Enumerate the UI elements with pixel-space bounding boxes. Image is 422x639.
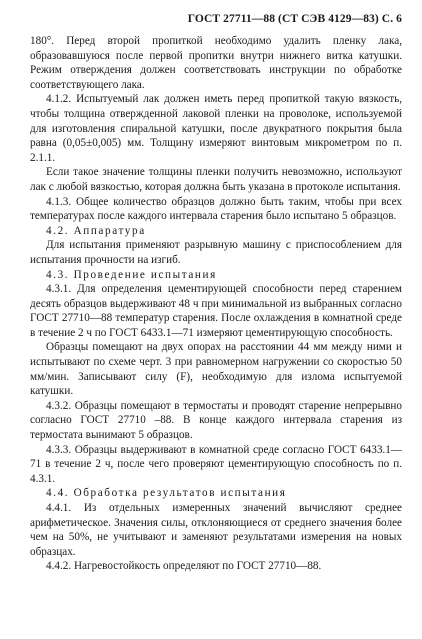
paragraph-film-thickness-note: Если такое значение толщины пленки получить невозможно, используют лак с любой вязкостью, которая должна быть указана в протоколе испытания. <box>30 166 402 193</box>
paragraph-4-3-2: 4.3.2. Образцы помещают в термостаты и проводят старение непрерывно согласно ГОСТ 27710 –88. В конце каждого интервала старения из термостата вынимают 5 образцов. <box>30 399 402 442</box>
paragraph-loading-procedure: Образцы помещают на двух опорах на расстоянии 44 мм между ними и испытывают по схеме черт. 3 при равномерном нагружении со скоростью 50 мм/мин. Записывают силу (F), необходимую для излома испытуемой катушки. <box>30 341 402 398</box>
section-heading-4-3: 4.3. Проведение испытания <box>46 268 217 281</box>
document-page <box>30 12 402 632</box>
paragraph-apparatus: Для испытания применяют разрывную машину с приспособлением для испытания прочности на изгиб. <box>30 239 402 266</box>
section-heading-4-2: 4.2. Аппаратура <box>46 224 146 237</box>
paragraph-4-4-2: 4.4.2. Нагревостойкость определяют по ГОСТ 27710—88. <box>46 560 322 573</box>
paragraph-4-1-3: 4.1.3. Общее количество образцов должно быть таким, чтобы при всех температурах после каждого интервала старения было испытано 5 образцов. <box>30 195 402 223</box>
paragraph-4-1-2: 4.1.2. Испытуемый лак должен иметь перед пропиткой такую вязкость, чтобы толщина отвержденной лаковой пленки на проволоке, используемой для изготовления спиральной катушки, после двукратного покрытия была равна (0,05±0,005) мм. Толщину измеряют винтовым микрометром по п. 2.1.1. <box>30 93 402 164</box>
section-heading-4-4: 4.4. Обработка результатов испытания <box>46 487 287 500</box>
document-body <box>30 34 402 574</box>
paragraph-4-4-1: 4.4.1. Из отдельных измеренных значений вычисляют среднее арифметическое. Значения силы, отклоняющиеся от среднего значения более чем на 50%, не учитывают и заменяют результатами измерения на новых образцах. <box>30 502 402 558</box>
paragraph-continuation: 180°. Перед второй пропиткой необходимо удалить пленку лака, образовавшуюся после первой пропитки внутри нижнего витка катушки. Режим отверждения должен соответствовать инструкции по обработке соответствующего лака. <box>30 35 402 91</box>
paragraph-4-3-3: 4.3.3. Образцы выдерживают в комнатной среде согласно ГОСТ 6433.1—71 в течение 2 ч, после чего проверяют цементирующую способность по п. 4.3.1. <box>30 443 402 485</box>
paragraph-4-3-1: 4.3.1. Для определения цементирующей способности перед старением десять образцов выдерживают 48 ч при минимальной из выбранных согласно ГОСТ 27710—88 температур старения. После охлаждения в комнатной среде в течение 2 ч по ГОСТ 6433.1—71 измеряют цементирующую способность. <box>30 283 402 339</box>
page-header: ГОСТ 27711—88 (СТ СЭВ 4129—83) С. 6 <box>187 13 402 25</box>
